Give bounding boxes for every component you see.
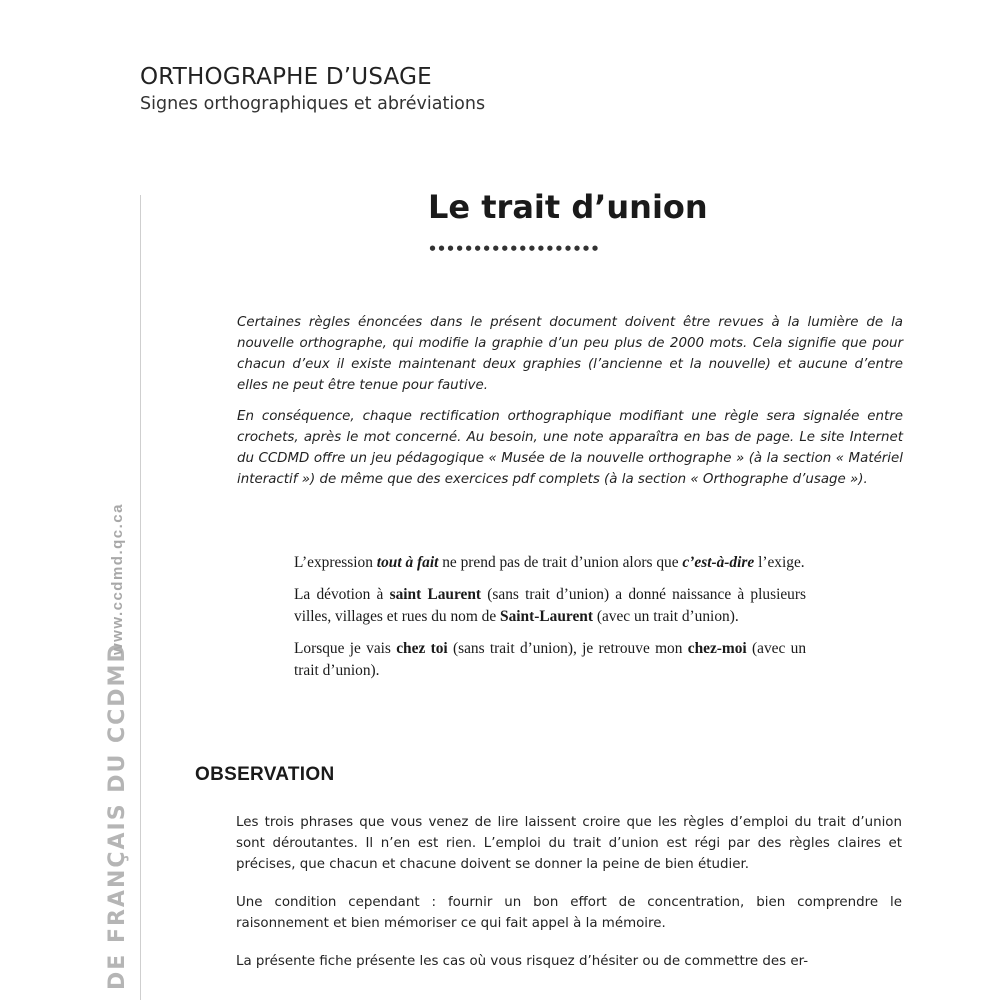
example-sentence: Lorsque je vais chez toi (sans trait d’union), je retrouve mon chez-moi (avec un trait d’union). (294, 640, 807, 679)
example-sentences (294, 552, 806, 692)
intro-note (237, 312, 903, 500)
example-term: tout à fait (376, 554, 439, 571)
header-title: ORTHOGRAPHE D’USAGE (140, 64, 432, 90)
side-website-link[interactable]: www.ccdmd.qc.ca (109, 503, 126, 655)
document-header (140, 62, 485, 116)
page-title: Le trait d’union (428, 188, 708, 226)
observation-heading: OBSERVATION (195, 764, 335, 785)
example-term: chez-moi (687, 640, 747, 657)
intro-paragraph: En conséquence, chaque rectification orthographique modifiant une règle sera signalée entre crochets, après le mot concerné. Au besoin, une note apparaîtra en bas de page. Le site Internet du CCDMD offre un jeu pédagogique « Musée de la nouvelle orthographe » (à la section « Matériel interactif ») de même que des exercices pdf complets (à la section « Orthographe d’usage »). (237, 409, 903, 487)
example-term: chez toi (396, 640, 448, 657)
observation-paragraph: Une condition cependant : fournir un bon effort de concentration, bien comprendre le raisonnement et bien mémoriser ce qui fait appel à la mémoire. (236, 895, 902, 931)
intro-paragraph: Certaines règles énoncées dans le présent document doivent être revues à la lumière de la nouvelle orthographe, qui modifie la graphie d’un peu plus de 2000 mots. Cela signifie que pour chacun d’eux il existe maintenant deux graphies (l’ancienne et la nouvelle) et aucune d’entre elles ne peut être tenue pour fautive. (237, 315, 903, 393)
example-sentence: L’expression tout à fait ne prend pas de trait d’union alors que c’est-à-dire l’exige. (294, 554, 805, 571)
observation-body (236, 812, 902, 989)
title-dotted-underline: ••••••••••••••••••• (428, 240, 600, 258)
margin-rule (140, 195, 141, 1000)
header-subtitle: Signes orthographiques et abréviations (140, 94, 486, 114)
example-term: c’est-à-dire (682, 554, 755, 571)
observation-paragraph: Les trois phrases que vous venez de lire laissent croire que les règles d’emploi du trait d’union sont déroutantes. Il n’en est rien. L’emploi du trait d’union est régi par des règles claires et précises, que chacun et chacune doivent se donner la peine de bien étudier. (236, 815, 902, 872)
example-sentence: La dévotion à saint Laurent (sans trait d’union) a donné naissance à plusieurs villes, villages et rues du nom de Saint-Laurent (avec un trait d’union). (294, 586, 806, 625)
observation-paragraph: La présente fiche présente les cas où vous risquez d’hésiter ou de commettre des er- (236, 954, 809, 969)
example-term: Saint-Laurent (500, 608, 593, 625)
side-brand-text: DE FRANÇAIS DU CCDMD (105, 642, 130, 990)
example-term: saint Laurent (389, 586, 482, 603)
